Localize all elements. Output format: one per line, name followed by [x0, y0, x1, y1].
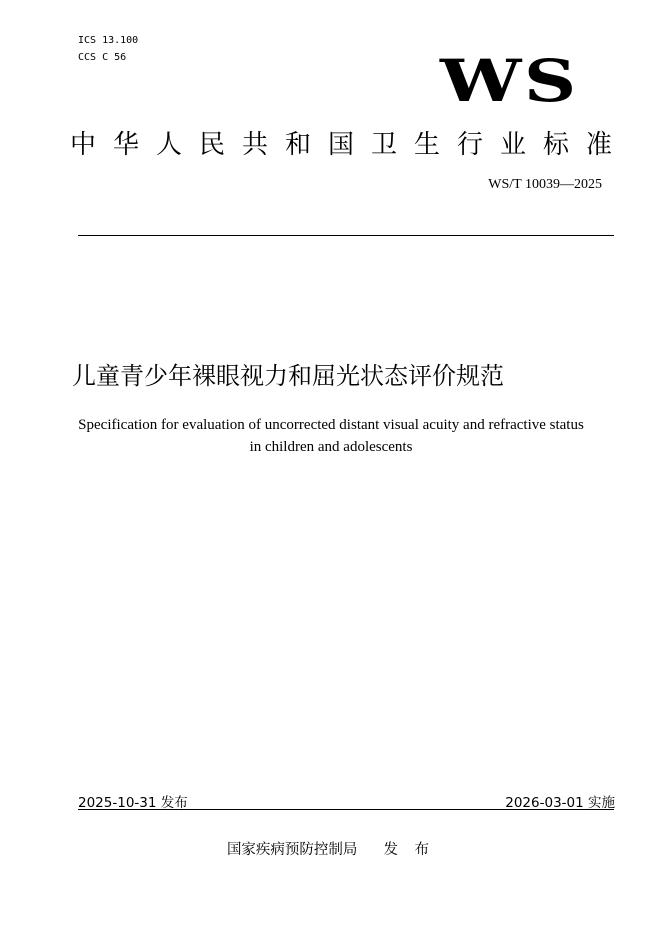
- ccs-code: CCS C 56: [78, 52, 127, 63]
- standard-type-heading: 中华人民共和国卫生行业标准: [70, 130, 630, 160]
- header-divider: [78, 235, 614, 236]
- title-english-line-2: in children and adolescents: [249, 439, 413, 455]
- title-chinese: 儿童青少年裸眼视力和屈光状态评价规范: [72, 362, 504, 390]
- ws-logo: WS: [440, 47, 579, 115]
- issuer-line: [0, 838, 662, 859]
- classification-codes: [78, 32, 138, 66]
- standard-number: WS/T 10039—2025: [488, 177, 602, 192]
- title-english: [40, 414, 622, 458]
- issuer-name: 国家疾病预防控制局: [226, 842, 358, 858]
- issue-date: 2025-10-31 发布: [78, 795, 188, 811]
- footer-divider: [78, 809, 614, 810]
- issuer-action: 发 布: [383, 842, 436, 858]
- ics-code: ICS 13.100: [78, 35, 139, 46]
- title-english-line-1: Specification for evaluation of uncorrected distant visual acuity and refractive status: [78, 417, 584, 433]
- implementation-date: 2026-03-01 实施: [505, 795, 615, 811]
